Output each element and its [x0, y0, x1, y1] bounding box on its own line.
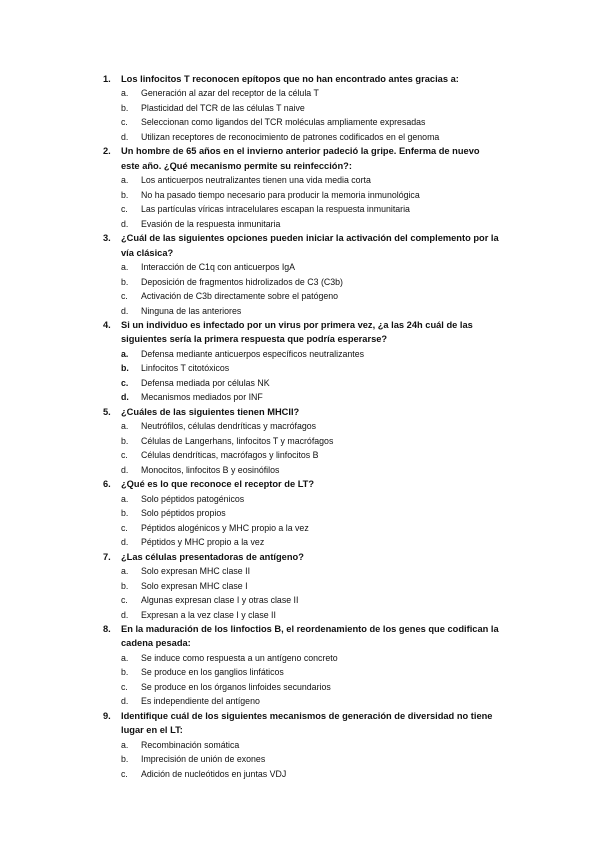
option-letter: d. [121, 696, 129, 707]
option-text: Péptidos y MHC propio a la vez [141, 537, 265, 548]
answer-option [0, 361, 600, 376]
option-letter: c. [121, 204, 128, 215]
question-9 [0, 709, 600, 781]
question-1 [0, 72, 600, 144]
answer-option [0, 651, 600, 666]
option-letter: d. [121, 392, 129, 403]
option-text: Adición de nucleótidos en juntas VDJ [141, 768, 287, 779]
question-header [0, 622, 600, 651]
option-text: Neutrófilos, células dendríticas y macrófagos [141, 421, 317, 432]
answer-option [0, 521, 600, 536]
option-letter: b. [121, 435, 129, 446]
answer-option [0, 304, 600, 319]
option-letter: c. [121, 768, 128, 779]
option-letter: a. [121, 88, 129, 99]
option-text: Células dendríticas, macrófagos y linfocitos B [141, 450, 319, 461]
question-7 [0, 550, 600, 622]
answer-option [0, 738, 600, 753]
answer-option [0, 694, 600, 709]
answer-option [0, 767, 600, 782]
option-text: Defensa mediante anticuerpos específicos neutralizantes [141, 348, 364, 359]
answer-option [0, 492, 600, 507]
option-text: Defensa mediada por células NK [141, 377, 270, 388]
answer-option [0, 608, 600, 623]
option-letter: d. [121, 305, 129, 316]
question-number: 7. [103, 551, 111, 562]
answer-option [0, 419, 600, 434]
option-text: Solo péptidos propios [141, 508, 226, 519]
question-header [0, 72, 600, 86]
answer-option [0, 173, 600, 188]
option-letter: c. [121, 681, 128, 692]
option-letter: b. [121, 276, 129, 287]
option-letter: a. [121, 348, 129, 359]
answer-option [0, 101, 600, 116]
option-letter: c. [121, 522, 128, 533]
question-header [0, 318, 600, 347]
option-text: Solo péptidos patogénicos [141, 493, 245, 504]
option-letter: c. [121, 595, 128, 606]
question-number: 6. [103, 479, 111, 490]
option-letter: b. [121, 580, 129, 591]
option-text: Utilizan receptores de reconocimiento de patrones codificados en el genoma [141, 131, 440, 142]
option-letter: b. [121, 754, 129, 765]
option-letter: a. [121, 652, 129, 663]
option-letter: a. [121, 262, 129, 273]
option-letter: c. [121, 377, 129, 388]
option-letter: a. [121, 566, 129, 577]
answer-option [0, 448, 600, 463]
option-letter: a. [121, 175, 129, 186]
question-4 [0, 318, 600, 405]
option-text: Solo expresan MHC clase II [141, 566, 251, 577]
answer-option [0, 434, 600, 449]
question-number: 4. [103, 320, 111, 331]
question-text: ¿Qué es lo que reconoce el receptor de LT? [121, 479, 315, 490]
answer-option [0, 564, 600, 579]
question-number: 8. [103, 624, 111, 635]
option-letter: b. [121, 363, 129, 374]
answer-option [0, 115, 600, 130]
option-text: Generación al azar del receptor de la célula T [141, 88, 319, 99]
question-header [0, 144, 600, 173]
question-number: 9. [103, 710, 111, 721]
option-text: Solo expresan MHC clase I [141, 580, 248, 591]
answer-option [0, 130, 600, 145]
exam-document [0, 72, 600, 781]
option-text: Seleccionan como ligandos del TCR moléculas ampliamente expresadas [141, 117, 426, 128]
question-5 [0, 405, 600, 477]
option-text: Péptidos alogénicos y MHC propio a la vez [141, 522, 309, 533]
answer-option [0, 665, 600, 680]
question-header [0, 709, 600, 738]
answer-option [0, 86, 600, 101]
option-text: Los anticuerpos neutralizantes tienen una vida media corta [141, 175, 371, 186]
question-number: 3. [103, 233, 111, 244]
option-text: Deposición de fragmentos hidrolizados de C3 (C3b) [141, 276, 343, 287]
answer-option [0, 390, 600, 405]
option-letter: a. [121, 421, 129, 432]
option-letter: a. [121, 739, 129, 750]
answer-option [0, 506, 600, 521]
option-letter: b. [121, 508, 129, 519]
option-letter: b. [121, 667, 129, 678]
answer-option [0, 579, 600, 594]
option-letter: b. [121, 189, 129, 200]
option-letter: d. [121, 537, 129, 548]
option-letter: c. [121, 450, 128, 461]
answer-option [0, 202, 600, 217]
answer-option [0, 680, 600, 695]
option-text: Expresan a la vez clase I y clase II [141, 609, 276, 620]
question-text: ¿Cuáles de las siguientes tienen MHCII? [121, 406, 300, 417]
question-text: ¿Cuál de las siguientes opciones pueden iniciar la activación del complemento por la vía clásica? [121, 233, 499, 258]
answer-option [0, 289, 600, 304]
option-text: Activación de C3b directamente sobre el patógeno [141, 291, 339, 302]
option-text: Evasión de la respuesta inmunitaria [141, 218, 281, 229]
option-text: Se produce en los órganos linfoides secundarios [141, 681, 331, 692]
option-text: Las partículas víricas intracelulares escapan la respuesta inmunitaria [141, 204, 410, 215]
question-number: 1. [103, 74, 111, 84]
option-text: Células de Langerhans, linfocitos T y macrófagos [141, 435, 334, 446]
question-number: 5. [103, 406, 111, 417]
answer-option [0, 275, 600, 290]
question-text: Si un individuo es infectado por un virus por primera vez, ¿a las 24h cuál de las siguientes sería la primera respuesta que podría esperarse? [121, 320, 473, 345]
option-letter: a. [121, 493, 129, 504]
option-text: Algunas expresan clase I y otras clase II [141, 595, 299, 606]
option-text: Es independiente del antígeno [141, 696, 260, 707]
answer-option [0, 260, 600, 275]
question-header [0, 550, 600, 564]
question-text: ¿Las células presentadoras de antígeno? [121, 551, 304, 562]
answer-option [0, 217, 600, 232]
answer-option [0, 347, 600, 362]
answer-option [0, 188, 600, 203]
question-header [0, 405, 600, 419]
question-8 [0, 622, 600, 709]
option-letter: d. [121, 464, 129, 475]
option-text: Monocitos, linfocitos B y eosinófilos [141, 464, 280, 475]
option-letter: c. [121, 117, 128, 128]
option-letter: d. [121, 218, 129, 229]
question-text: Un hombre de 65 años en el invierno anterior padeció la gripe. Enferma de nuevo este año. ¿Qué mecanismo permite su reinfección?: [121, 146, 480, 171]
option-text: Se produce en los ganglios linfáticos [141, 667, 284, 678]
question-text: Identifique cuál de los siguientes mecanismos de generación de diversidad no tiene lugar en el LT: [121, 710, 493, 736]
question-text: En la maduración de los linfoctios B, el reordenamiento de los genes que codifican la cadena pesada: [121, 624, 499, 649]
option-text: Plasticidad del TCR de las células T naive [141, 102, 305, 113]
option-letter: b. [121, 102, 129, 113]
option-text: No ha pasado tiempo necesario para producir la memoria inmunológica [141, 189, 420, 200]
question-header [0, 477, 600, 491]
option-text: Imprecisión de unión de exones [141, 754, 266, 765]
answer-option [0, 535, 600, 550]
question-number: 2. [103, 146, 111, 157]
question-2 [0, 144, 600, 231]
option-letter: d. [121, 609, 129, 620]
option-text: Mecanismos mediados por INF [141, 392, 263, 403]
option-text: Linfocitos T citotóxicos [141, 363, 230, 374]
question-text: Los linfocitos T reconocen epítopos que no han encontrado antes gracias a: [121, 74, 459, 84]
option-text: Ninguna de las anteriores [141, 305, 242, 316]
question-3 [0, 231, 600, 318]
answer-option [0, 752, 600, 767]
answer-option [0, 593, 600, 608]
option-text: Recombinación somática [141, 739, 240, 750]
answer-option [0, 463, 600, 478]
question-6 [0, 477, 600, 549]
question-header [0, 231, 600, 260]
answer-option [0, 376, 600, 391]
option-text: Interacción de C1q con anticuerpos IgA [141, 262, 296, 273]
option-letter: d. [121, 131, 129, 142]
option-text: Se induce como respuesta a un antígeno concreto [141, 652, 338, 663]
option-letter: c. [121, 291, 128, 302]
